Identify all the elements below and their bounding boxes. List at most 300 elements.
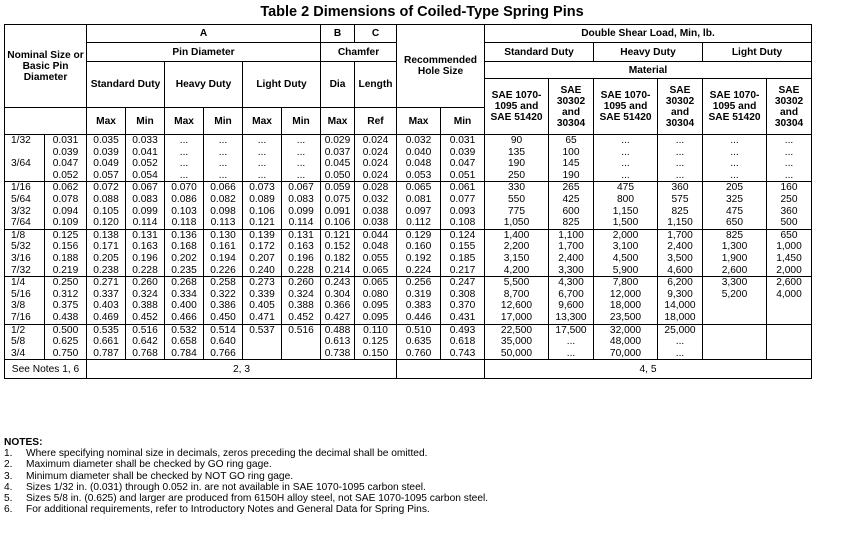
dimension-cell [594,229,658,276]
table-cell-value: 0.065 [362,277,389,289]
dimension-cell [87,229,126,276]
decimal-size-cell [45,182,87,229]
table-cell-value: 1,900 [721,252,748,264]
table-cell-value: 250 [508,169,525,181]
dimension-cell [243,182,282,229]
dimension-cell [703,277,767,324]
table-cell-value: 0.226 [210,264,236,276]
table-cell-value: 0.077 [449,193,476,205]
table-cell-value: 0.052 [52,169,79,181]
table-cell-value: ... [675,146,685,158]
table-cell-value: 1/32 [11,135,31,146]
table-cell-value: 0.037 [324,146,351,158]
table-cell-value: 0.768 [132,347,158,359]
table-cell-value: 775 [508,205,525,217]
table-cell-value: 575 [671,193,689,205]
shear-load-header: Double Shear Load, Min, lb. [485,25,812,43]
table-cell-value: 0.088 [93,193,119,205]
table-cell-value: 13,300 [555,311,587,323]
table-cell-value: 3,150 [503,252,530,264]
table-cell-value: ... [566,336,576,348]
table-cell-value: 0.172 [249,241,275,253]
dimension-cell [485,324,549,360]
table-cell-value: 0.658 [171,336,197,348]
table-cell-value: 0.065 [405,182,432,194]
table-cell-value: 0.031 [52,135,79,146]
table-cell-value: ... [730,158,739,170]
dimension-cell [441,229,485,276]
material-sae1070-std: SAE 1070-1095 and SAE 51420 [485,79,549,135]
table-cell-value: 190 [562,169,580,181]
table-cell-value: 0.322 [210,288,236,300]
table-cell-value: 0.139 [249,229,275,241]
table-cell-value: 0.031 [449,135,476,146]
table-cell-value: 35,000 [500,336,533,348]
dimension-cell [397,277,441,324]
table-cell-value: 0.642 [132,336,158,348]
dimension-cell [204,182,243,229]
note-text: Where specifying nominal size in decimals, zeros preceding the decimal shall be omitted. [26,448,428,460]
table-cell-value: 90 [510,135,523,146]
table-cell-value [11,170,44,182]
table-cell-value: 3/4 [11,347,26,359]
table-cell-value: 0.106 [249,205,275,217]
table-cell-value: 0.125 [52,229,79,241]
table-cell-value: 17,500 [555,324,587,336]
table-cell-value: 360 [671,182,689,194]
table-cell-value: 0.072 [93,182,119,194]
table-cell-value: ... [675,336,685,348]
table-cell-value: 3/8 [11,300,26,312]
decimal-size-cell [45,277,87,324]
table-cell-value: 1/16 [11,182,31,194]
note-number: 5. [4,493,13,505]
table-cell-value: 0.113 [210,217,236,229]
note-item [4,504,840,515]
table-cell-value: 0.510 [405,324,432,336]
note-item [4,459,840,470]
dimension-cell [549,135,594,182]
table-cell-value: 0.109 [52,217,79,229]
shear-standard-duty: Standard Duty [485,43,594,62]
table-cell-value: ... [621,146,630,158]
dimension-cell [243,135,282,182]
table-cell-value: 0.466 [171,311,197,323]
notes-ref-dimensions: 2, 3 [87,360,397,379]
table-cell-value: 0.150 [362,347,389,359]
table-cell-value: 0.152 [324,241,351,253]
table-cell-value: 0.041 [132,146,158,158]
table-cell-value: 0.039 [449,146,476,158]
table-cell-value: 0.057 [93,169,119,181]
table-cell-value: 0.516 [132,324,158,336]
table-cell-value: ... [296,169,306,181]
table-cell-value: 12,000 [609,288,642,300]
table-cell-value [703,312,766,324]
table-cell-value: 0.059 [324,182,351,194]
dimension-cell [703,229,767,276]
table-cell-value: 2,200 [503,241,530,253]
table-cell-value: 500 [780,217,798,229]
dimension-cell [204,324,243,360]
dimension-cell [397,324,441,360]
dimension-cell [165,229,204,276]
table-cell-value: 0.095 [362,300,389,312]
table-cell-value: 18,000 [609,300,642,312]
table-cell-value: 0.095 [362,311,389,323]
table-cell-value: 0.028 [362,182,389,194]
table-cell-value: 0.219 [52,264,79,276]
table-cell-value: 0.094 [52,205,79,217]
shear-light-duty: Light Duty [703,43,812,62]
table-cell-value: 825 [671,205,689,217]
dimension-cell [441,277,485,324]
table-cell-value: 1/8 [11,229,26,241]
table-cell-value: 0.308 [449,288,476,300]
table-cell-value: 0.024 [362,158,389,170]
notes-section [4,437,840,515]
table-cell-value: 0.070 [171,182,197,194]
table-cell-value: 7/16 [11,311,31,323]
table-cell-value: 4,600 [667,264,693,276]
table-cell-value: 4,200 [503,264,530,276]
table-cell-value: 0.235 [171,264,197,276]
table-cell-value: 50,000 [500,347,533,359]
material-sae30302-std: SAE 30302 and 30304 [549,79,594,135]
note-item [4,448,840,459]
table-cell-value: 9,600 [558,300,584,312]
table-cell-value: 0.738 [324,347,351,359]
table-cell-value: 0.268 [171,277,197,289]
dimension-cell [204,135,243,182]
table-cell-value: 3/64 [11,158,31,170]
table-cell-value: 800 [617,193,634,205]
note-text: For additional requirements, refer to Introductory Notes and General Data for Spring Pins. [26,504,430,516]
dimension-cell [767,277,812,324]
table-cell-value: ... [218,169,228,181]
table-cell-value: 0.228 [288,264,314,276]
dimension-cell [204,277,243,324]
dimension-cell [658,229,703,276]
table-cell-value: 0.337 [93,288,119,300]
table-cell-value: 1,150 [667,217,693,229]
size-group-row [5,277,812,324]
table-cell-value: 0.618 [449,336,476,348]
table-cell-value: ... [675,135,685,146]
table-cell-value: 0.366 [324,300,351,312]
table-cell-value: ... [675,158,685,170]
dimension-cell [282,277,321,324]
table-cell-value: ... [784,135,794,146]
table-cell-value: 14,000 [664,300,696,312]
table-cell-value: 0.089 [249,193,275,205]
table-cell-value: 0.125 [362,336,389,348]
table-cell-value: 0.532 [171,324,197,336]
dimension-cell [594,135,658,182]
table-cell-value: 0.024 [362,146,389,158]
table-cell-value: 0.375 [52,300,79,312]
table-cell-value: 0.097 [405,205,432,217]
table-cell-value: 0.099 [288,205,314,217]
table-cell-value: 0.224 [405,264,432,276]
dimension-cell [126,229,165,276]
table-cell-value: 0.035 [93,135,119,146]
table-cell-value [767,325,811,337]
table-cell-value: 48,000 [609,336,642,348]
table-cell-value: 0.171 [93,241,119,253]
table-cell-value: ... [296,158,306,170]
table-cell-value: 475 [726,205,743,217]
table-cell-value: ... [621,135,630,146]
dimension-cell [355,135,397,182]
table-cell-value: 160 [780,182,798,194]
table-cell-value: ... [621,169,630,181]
table-cell-value: 0.093 [449,205,476,217]
table-cell-value: ... [296,135,306,146]
material-header: Material [485,62,812,79]
table-cell-value: 0.131 [288,229,314,241]
table-cell-value: 0.110 [363,324,388,336]
table-cell-value: 9,300 [667,288,693,300]
table-cell-value: ... [179,169,189,181]
table-cell-value: 0.108 [449,217,476,229]
table-cell-value: 0.238 [93,264,119,276]
dimension-cell [485,229,549,276]
table-cell-value: 0.243 [324,277,351,289]
table-cell-value [767,336,811,348]
table-cell-value: 0.516 [288,324,314,336]
table-cell-value: 4,500 [612,252,639,264]
dimension-cell [485,135,549,182]
table-cell-value: 0.247 [449,277,476,289]
light-min-header: Min [282,108,321,135]
dimension-cell [126,324,165,360]
note-number: 1. [4,448,13,460]
note-number: 3. [4,470,13,482]
table-cell-value: 0.048 [362,241,389,253]
table-cell-value [703,336,766,348]
table-cell-value: 23,500 [609,311,642,323]
table-cell-value: 0.155 [449,241,476,253]
note-text: Sizes 5/8 in. (0.625) and larger are produced from 6150H alloy steel, not SAE 1070-1095 carbon steel. [26,493,489,505]
table-cell-value: 650 [726,217,743,229]
table-cell-value: 0.039 [93,146,119,158]
table-cell-value: 0.049 [93,158,119,170]
dimension-cell [243,324,282,360]
table-cell-value: 0.050 [324,169,351,181]
table-cell-value: 65 [565,135,577,146]
table-cell-value: ... [784,158,794,170]
nominal-spacer [5,108,87,135]
dimension-cell [485,277,549,324]
table-cell-value: 600 [562,205,580,217]
table-cell-value: 0.086 [171,193,197,205]
table-cell-value: 825 [562,217,580,229]
table-cell-value: 0.324 [132,288,158,300]
table-cell-value: 0.196 [132,252,158,264]
table-cell-value: 0.760 [405,347,432,359]
table-cell-value: 0.250 [52,277,79,289]
table-cell-value: 0.038 [362,217,389,229]
material-sae30302-light: SAE 30302 and 30304 [767,79,812,135]
dimension-cell [397,182,441,229]
table-cell-value: 0.766 [210,347,236,359]
dimension-cell [658,324,703,360]
notes-list [4,448,840,515]
hole-max-header: Max [397,108,441,135]
table-cell-value: 0.075 [324,193,351,205]
size-group-row [5,324,812,360]
table-cell-value: 265 [562,182,580,194]
table-cell-value: ... [218,158,228,170]
table-cell-value [703,325,766,337]
table-cell-value: 145 [562,158,580,170]
table-cell-value [243,336,281,348]
table-cell-value: 0.194 [210,252,236,264]
table-cell-value: 5,500 [503,277,530,289]
dimension-cell [321,277,355,324]
table-cell-value: 1,500 [612,217,639,229]
table-cell-value [243,348,281,360]
table-cell-value: 0.099 [132,205,158,217]
table-cell-value: 0.488 [324,324,351,336]
table-cell-value: ... [675,169,685,181]
table-cell-value: 0.787 [93,347,119,359]
table-cell-value: 3,300 [721,277,748,289]
dimension-cell [321,229,355,276]
dimension-cell [243,229,282,276]
table-cell-value: 7/32 [11,264,31,276]
table-cell-value: 0.446 [405,311,432,323]
table-cell-value: 0.136 [171,229,197,241]
table-cell-value: 1,700 [558,241,584,253]
table-cell-value [282,348,320,360]
table-cell-value: 0.067 [288,182,314,194]
table-cell-value: 0.750 [52,347,79,359]
table-cell-value: 0.438 [52,311,79,323]
dimension-cell [355,324,397,360]
table-cell-value: ... [296,146,306,158]
dimension-cell [282,229,321,276]
table-cell-value: 0.067 [132,182,158,194]
table-cell-value: 0.156 [52,241,79,253]
table-cell-value: 0.452 [288,311,314,323]
table-cell-value: 0.370 [449,300,476,312]
length-ref-header: Ref [355,108,397,135]
standard-duty-header: Standard Duty [87,62,165,108]
table-cell-value: 0.040 [405,146,432,158]
table-cell-value: ... [784,169,794,181]
table-cell-value: 5/8 [11,336,26,348]
dimension-cell [355,229,397,276]
decimal-size-cell [45,135,87,182]
table-cell-value: 0.324 [288,288,314,300]
table-cell-value: 0.047 [449,158,476,170]
note-number: 4. [4,481,13,493]
note-text: Minimum diameter shall be checked by NOT GO ring gage. [26,470,294,482]
table-cell-value: 25,000 [664,324,696,336]
table-cell-value: 0.114 [132,217,158,229]
table-cell-value: 1,450 [776,252,802,264]
table-cell-value: 0.339 [249,288,275,300]
table-cell-value: 650 [780,229,798,241]
table-cell-value: 0.082 [210,193,236,205]
table-cell-value: 0.138 [93,229,119,241]
table-cell-value: 0.537 [249,324,275,336]
table-cell-value: 0.743 [449,347,476,359]
std-max-header: Max [87,108,126,135]
table-cell-value: 0.403 [93,300,119,312]
table-cell-value: 4,300 [558,277,584,289]
table-cell-value: 7/64 [11,217,31,229]
table-cell-value: 0.120 [93,217,119,229]
table-cell-value: 4,000 [776,288,802,300]
table-cell-value: ... [218,146,228,158]
table-cell-value: 0.431 [449,311,476,323]
table-cell-value: 0.386 [210,300,236,312]
table-cell-value: 0.083 [288,193,314,205]
note-number: 6. [4,504,13,516]
material-sae1070-light: SAE 1070-1095 and SAE 51420 [703,79,767,135]
note-item [4,493,840,504]
table-cell-value: 250 [780,193,798,205]
table-cell-value: 17,000 [500,311,533,323]
table-cell-value [703,348,766,360]
fraction-size-cell [5,277,45,324]
table-cell-value: 0.469 [93,311,119,323]
table-cell-value: 0.073 [249,182,275,194]
table-cell-value: 325 [726,193,743,205]
table-cell-value: 0.130 [210,229,236,241]
table-cell-value: 0.613 [324,336,351,348]
table-cell-value: 0.118 [171,217,197,229]
table-cell-value: ... [730,146,739,158]
table-cell-value: 475 [617,182,634,194]
table-cell-value: 22,500 [500,324,533,336]
fraction-size-cell [5,135,45,182]
table-cell-value: ... [730,135,739,146]
table-cell-value: 0.124 [449,229,476,241]
dimension-cell [485,182,549,229]
table-cell-value: 0.106 [324,217,351,229]
size-group-row [5,135,812,182]
dimension-cell [703,324,767,360]
table-cell-value: 0.112 [406,217,431,229]
table-cell-value: 1,050 [503,217,530,229]
table-cell-value: 0.048 [405,158,432,170]
table-cell-value: 0.121 [324,229,351,241]
table-cell-value: 0.032 [362,193,389,205]
table-cell-value: 0.228 [132,264,158,276]
table-cell-value: 12,600 [500,300,533,312]
dimension-cell [282,135,321,182]
table-cell-value: 0.304 [324,288,351,300]
material-sae1070-heavy: SAE 1070-1095 and SAE 51420 [594,79,658,135]
table-cell-value: ... [784,146,794,158]
group-b-header: B [321,25,355,43]
dimension-cell [549,182,594,229]
chamfer-header: Chamfer [321,43,397,62]
table-cell-value: ... [218,135,228,146]
table-cell-value: 70,000 [609,347,642,359]
table-cell-value: 0.098 [210,205,236,217]
table-cell-value: 1/4 [11,277,26,289]
table-cell-value: 0.207 [249,252,275,264]
dimension-cell [87,324,126,360]
table-cell-value: 1,100 [558,229,584,241]
table-cell-value: 135 [508,146,525,158]
group-a-header: A [87,25,321,43]
